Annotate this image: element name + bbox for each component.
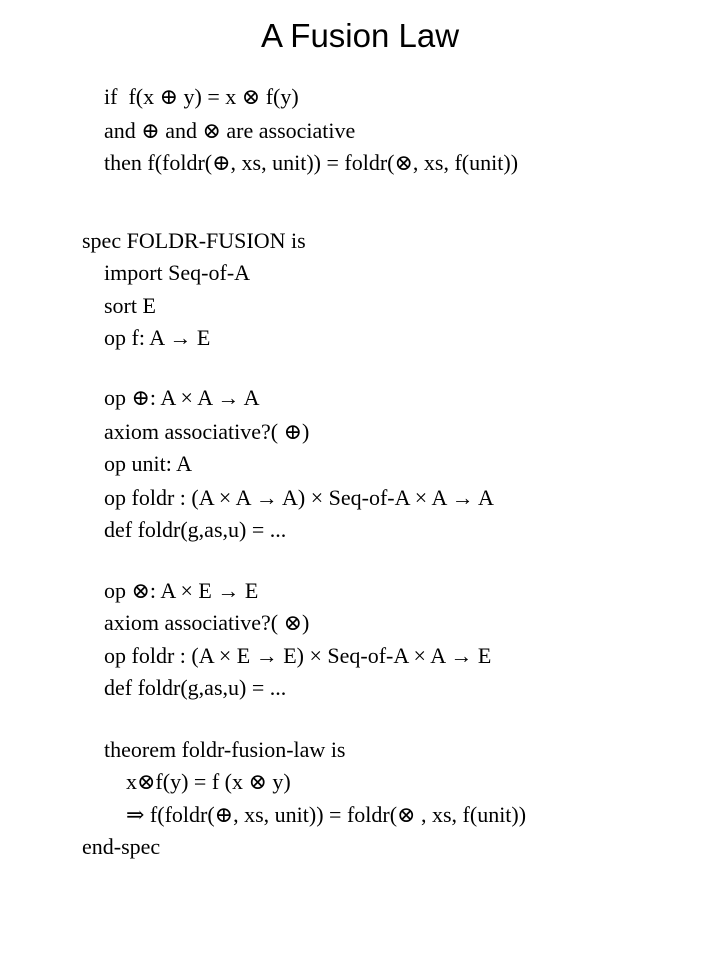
spec-line-def-foldr-a: def foldr(g,as,u) = ... [104, 517, 287, 542]
spec-line-axiom-otimes: axiom associative?( ⊗) [104, 610, 310, 635]
premise-and-line: and ⊕ and ⊗ are associative [104, 118, 356, 143]
spec-footer: end-spec [82, 834, 161, 859]
premise-if-line: if f(x ⊕ y) = x ⊗ f(y) [104, 84, 299, 109]
spec-line-import: import Seq-of-A [104, 260, 251, 285]
theorem-header: theorem foldr-fusion-law is [104, 737, 346, 762]
spec-line-axiom-oplus: axiom associative?( ⊕) [104, 419, 310, 444]
spec-line-op-f: op f: A → E [104, 325, 211, 350]
spec-line-def-foldr-e: def foldr(g,as,u) = ... [104, 675, 287, 700]
spec-header: spec FOLDR-FUSION is [82, 228, 306, 253]
spec-line-op-foldr-e: op foldr : (A × E → E) × Seq-of-A × A → E [104, 643, 492, 668]
spec-line-op-oplus: op ⊕: A × A → A [104, 385, 260, 410]
spec-line-sort: sort E [104, 293, 156, 318]
spec-line-op-foldr-a: op foldr : (A × A → A) × Seq-of-A × A → A [104, 485, 494, 510]
theorem-hypothesis-line: x⊗f(y) = f (x ⊗ y) [126, 769, 291, 794]
spec-line-op-unit: op unit: A [104, 451, 193, 476]
premise-then-line: then f(foldr(⊕, xs, unit)) = foldr(⊗, xs, f(unit)) [104, 150, 519, 175]
spec-line-op-otimes: op ⊗: A × E → E [104, 578, 259, 603]
slide-title: A Fusion Law [260, 17, 460, 54]
theorem-conclusion-line: ⇒ f(foldr(⊕, xs, unit)) = foldr(⊗ , xs, f(unit)) [126, 802, 527, 827]
